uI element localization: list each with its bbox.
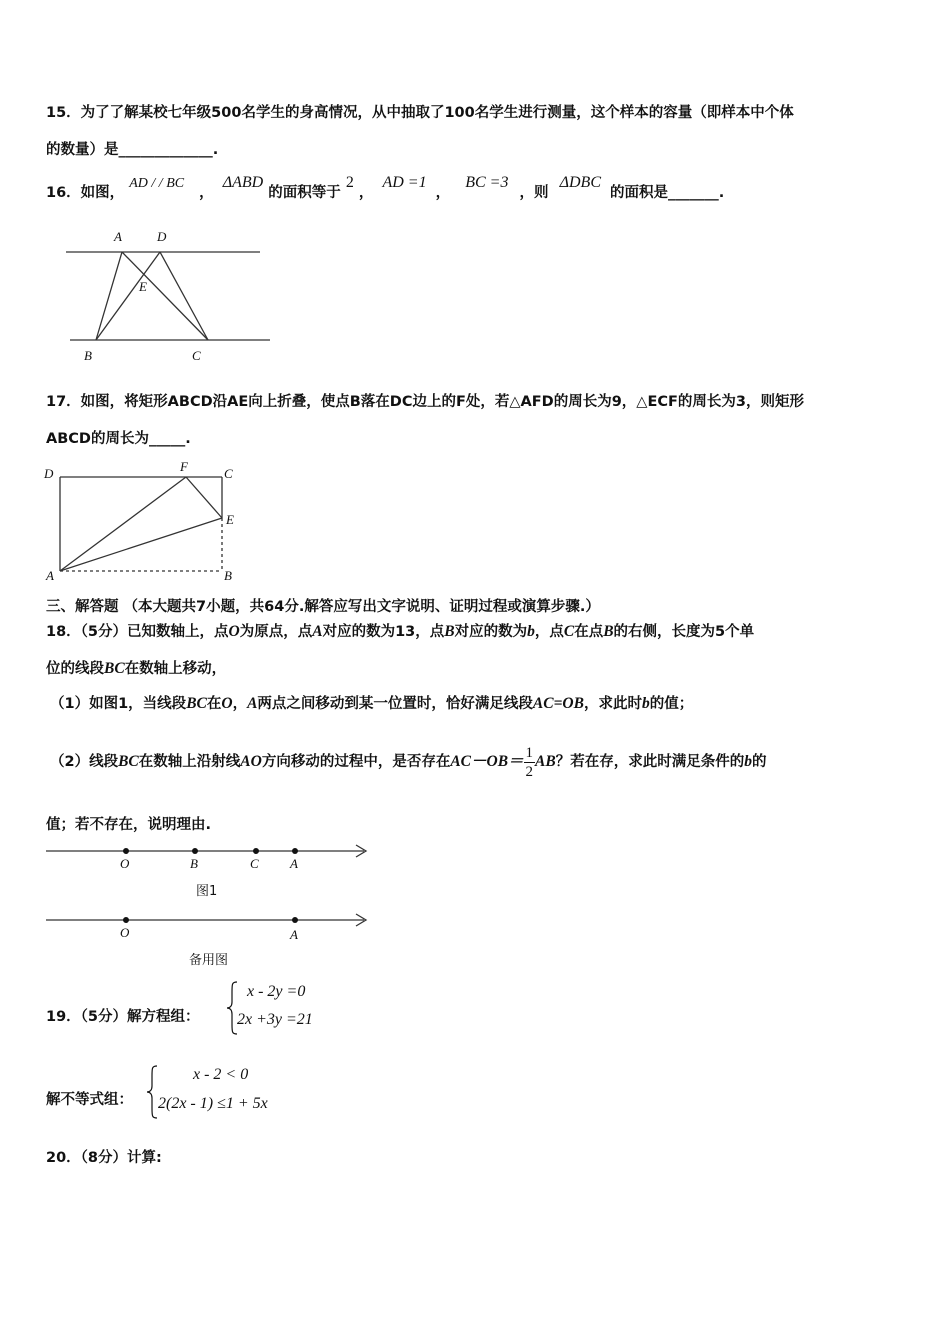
q19-eq2	[237, 1011, 313, 1029]
q19-ineq1	[193, 1066, 248, 1084]
q16-sep2: ，	[358, 185, 374, 201]
q16-tail: 的面积是_______.	[610, 185, 725, 201]
q18-frac-den: 2	[525, 763, 534, 780]
q19-label2: 解不等式组：	[46, 1092, 133, 1108]
q16-prefix: 16．如图，	[46, 185, 125, 201]
q16-sep1: ，	[199, 185, 214, 201]
q16-seg-ab	[96, 252, 122, 340]
q16-area-text: 的面积等于	[268, 185, 341, 201]
q18-fig2-numberline	[44, 909, 374, 971]
q18-part1	[50, 694, 693, 714]
q16-math-parallel: AD / / BC	[129, 176, 185, 191]
q19-ineq2	[158, 1095, 268, 1113]
q16-text	[46, 174, 725, 204]
q18-p2-ao: AO	[240, 753, 262, 770]
q18-p1-b-var: b	[641, 695, 650, 712]
q18-fig1-numberline	[44, 840, 374, 908]
q17-line2: ABCD的周长为_____.	[46, 431, 191, 447]
q16-seg-db	[96, 252, 160, 340]
q18-l1-c: 对应的数为13，点	[322, 624, 445, 640]
q18-p1-b: 在	[206, 696, 222, 712]
q18-p2-b: 在数轴上沿射线	[138, 754, 241, 770]
q18-p1-c: ，	[232, 696, 248, 712]
q18-l1-b: 为原点，点	[239, 624, 313, 640]
q16-math-bc: BC =3	[465, 174, 509, 191]
q18-fig1-point-c	[253, 848, 259, 854]
q18-p1-e: ，求此时	[583, 696, 642, 712]
q16-label-e: E	[139, 279, 147, 294]
q18-l1-b-pt2: B	[603, 623, 614, 640]
q18-fraction	[524, 744, 536, 781]
q16-sep3: ，	[435, 185, 451, 201]
q16-math-ad: AD =1	[382, 174, 427, 191]
q18-fig1-label-a: A	[290, 856, 298, 871]
q18-p2-d: ？若在存，求此时满足条件的	[555, 754, 745, 770]
q18-part3: 值；若不存在，说明理由.	[46, 817, 212, 833]
q18-fig2-caption: 备用图	[189, 953, 229, 968]
q17-label-c: C	[224, 466, 233, 481]
q18-fig1-label-o: O	[120, 856, 130, 871]
q18-fig1-point-b	[192, 848, 198, 854]
q19-ineq1-text: x - 2 < 0	[193, 1066, 249, 1083]
q18-l1-g: 的右侧，长度为5个单	[613, 624, 755, 640]
q18-l1-c-pt: C	[563, 623, 575, 640]
q18-line2	[46, 659, 226, 679]
q17-figure	[40, 460, 250, 584]
q17-label-e: E	[226, 512, 234, 527]
q17-label-f: F	[180, 460, 188, 474]
q19-ineq2-text: 2(2x - 1) ≤1 + 5x	[158, 1095, 268, 1112]
q16-label-b: B	[84, 348, 92, 363]
q16-label-c: C	[192, 348, 201, 363]
q18-fig1-label-b: B	[190, 856, 198, 871]
q18-fig2-label-o: O	[120, 925, 130, 940]
q19-eq1	[247, 983, 305, 1001]
q17-label-a: A	[46, 568, 54, 583]
q19-eq2-text: 2x +3y =21	[237, 1011, 313, 1028]
q16-math-abd: ΔABD	[222, 174, 264, 191]
section3-heading: 三、解答题 （本大题共7小题，共64分.解答应写出文字说明、证明过程或演算步骤.）	[46, 599, 600, 615]
q18-p1-bc: BC	[186, 695, 207, 712]
q18-fig2-point-a	[292, 917, 298, 923]
q18-l1-o: O	[228, 623, 240, 640]
q18-l1-b-pt: B	[444, 623, 455, 640]
q18-l2-bc: BC	[104, 660, 125, 677]
q20-label: 20．（8分）计算:	[46, 1150, 162, 1166]
q18-p2-ab: AB	[535, 753, 556, 770]
q18-frac-num: 1	[525, 744, 534, 761]
q18-p2-bc: BC	[118, 753, 139, 770]
q18-l1-f: 在点	[574, 624, 604, 640]
q15-line2: 的数量）是_____________.	[46, 142, 219, 158]
q18-p1-o: O	[221, 695, 233, 712]
q18-p1-a: （1）如图1，当线段	[50, 696, 187, 712]
q17-seg-af	[60, 477, 186, 571]
q18-p2-e: 的	[751, 754, 767, 770]
q18-p2-c: 方向移动的过程中，是否存在	[261, 754, 451, 770]
q16-label-a: A	[114, 229, 122, 244]
q18-l2-a: 位的线段	[46, 661, 104, 677]
q18-l1-a: 18．（5分）已知数轴上，点	[46, 624, 229, 640]
q18-p1-d: 两点之间移动到某一位置时，恰好满足线段	[257, 696, 533, 712]
q18-fig1-caption: 图1	[196, 884, 218, 899]
q16-label-d: D	[157, 229, 167, 244]
q16-seg-dc	[160, 252, 208, 340]
q18-p2-a: （2）线段	[50, 754, 119, 770]
q18-fig1-point-o	[123, 848, 129, 854]
q17-label-d: D	[44, 466, 54, 481]
q18-l1-d: 对应的数为	[454, 624, 528, 640]
q18-l1-e: ，点	[534, 624, 564, 640]
q17-line1: 17．如图，将矩形ABCD沿AE向上折叠，使点B落在DC边上的F处，若△AFD的周长为9，△ECF的周长为3，则矩形	[46, 394, 804, 410]
q18-p2-b-var: b	[744, 753, 752, 770]
q16-math-2: 2	[345, 174, 354, 191]
q16-seg-ac	[122, 252, 208, 340]
q19-eq1-text: x - 2y =0	[247, 983, 306, 1000]
q18-l1-b-var: b	[527, 623, 535, 640]
q16-then: ，则	[519, 185, 549, 201]
q17-seg-fe	[186, 477, 222, 518]
q17-seg-ae	[60, 518, 222, 571]
q16-figure	[60, 222, 280, 368]
q18-p1-a-pt: A	[247, 695, 258, 712]
q18-fig2-label-a: A	[290, 927, 298, 942]
q18-p2-eq: AC－OB＝	[450, 753, 524, 770]
q18-l1-a-pt: A	[312, 623, 323, 640]
q18-line1	[46, 622, 754, 642]
q18-fig1-point-a	[292, 848, 298, 854]
q15-line1: 15．为了了解某校七年级500名学生的身高情况，从中抽取了100名学生进行测量，这个样本的容量（即样本中个体	[46, 105, 794, 121]
q18-p1-f: 的值；	[649, 696, 694, 712]
q16-math-dbc: ΔDBC	[559, 174, 601, 191]
q17-label-b: B	[224, 568, 232, 583]
q18-p1-eq: AC=OB	[532, 695, 584, 712]
q19-label: 19．（5分）解方程组：	[46, 1009, 200, 1025]
q18-fig1-label-c: C	[250, 856, 259, 871]
q18-l2-b: 在数轴上移动，	[124, 661, 227, 677]
q18-fig2-point-o	[123, 917, 129, 923]
q18-part2	[50, 740, 766, 784]
